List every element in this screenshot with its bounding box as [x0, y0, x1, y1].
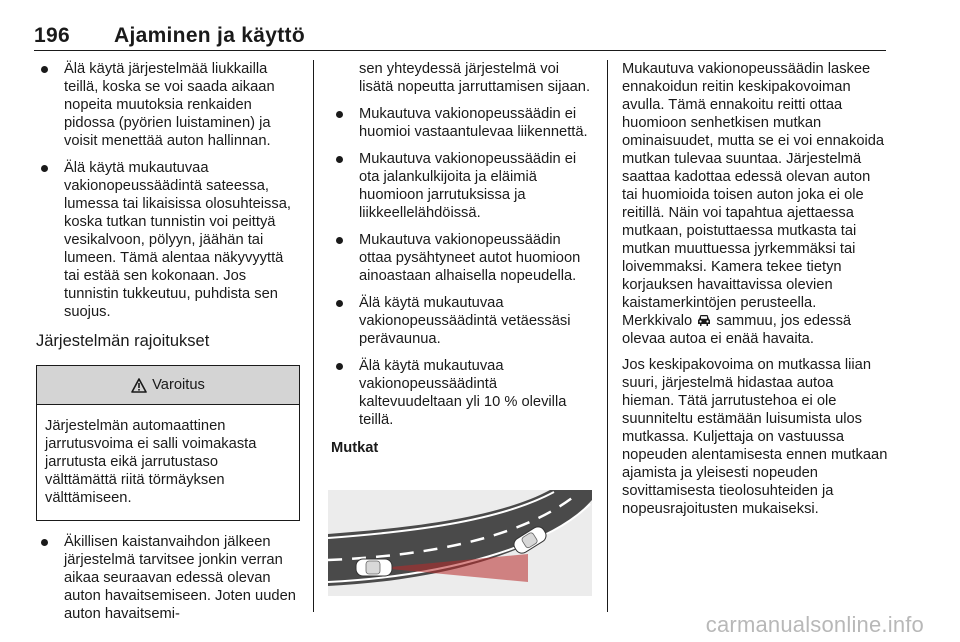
- paragraph: Mukautuva vakionopeussäädin laskee ennakoidun reitin keskipakovoiman avulla. Tämä ennakoitu reitti ottaa huomioon senhetkisen mutkan ominaisuudet, mutta se ei voi ennakoida mutkan tulevaa suuntaa. Järjestelmä saattaa kadottaa edessä olevan auton tai huomioida toisen auton joka ei ole reitillä. Näin voi tapahtua ajettaessa mutkaan, poistuttaessa mutkasta tai mutkan muuttuessa jyrkemmäksi tai loivemmaksi. Kamera tekee tietyn korjauksen havaittavissa olevien kaistamerkintöjen perusteella. Merkkivalo sammuu, jos edessä olevaa autoa ei enää havaita.: [622, 61, 885, 347]
- bullet-list: [36, 533, 300, 623]
- car-front-icon: [696, 313, 712, 327]
- section-heading: Järjestelmän rajoitukset: [36, 332, 210, 350]
- column-divider: [313, 60, 314, 612]
- chapter-title: Ajaminen ja käyttö: [114, 24, 305, 47]
- bullet-list: [331, 105, 597, 429]
- page-number: 196: [34, 24, 70, 47]
- list-item: Älä käytä järjestelmää liukkailla teillä, koska se voi saada aikaan nopeita muutoksia renkaiden pidossa (pyörien luistaminen) ja voisit menettää auton hallinnan.: [36, 60, 300, 150]
- bullet-icon: [336, 237, 343, 244]
- curve-illustration: [328, 490, 592, 596]
- watermark: carmanualsonline.info: [705, 612, 924, 637]
- list-item: Mukautuva vakionopeussäädin ei huomioi vastaantulevaa liikennettä.: [331, 105, 597, 141]
- road-curve-drawing: [328, 490, 592, 596]
- list-item: Mukautuva vakionopeussäädin ei ota jalankulkijoita ja eläimiä huomioon jarrutuksissa ja liikkeellelähdöissä.: [331, 150, 597, 222]
- warning-title: Varoitus: [152, 377, 205, 393]
- bullet-icon: [41, 165, 48, 172]
- subheading: Mutkat: [331, 440, 379, 456]
- bullet-icon: [336, 300, 343, 307]
- column-left: [36, 60, 300, 632]
- list-item: Älä käytä mukautuvaa vakionopeussäädintä kaltevuudeltaan yli 10 % olevilla teillä.: [331, 357, 597, 429]
- bullet-icon: [336, 156, 343, 163]
- page-header: [34, 24, 886, 51]
- column-middle: [331, 60, 597, 457]
- warning-text: Järjestelmän automaattinen jarrutusvoima ei salli voimakasta jarrutusta eikä jarrutustaso välttämättä riitä törmäyksen välttämiseen.: [45, 418, 257, 506]
- warning-triangle-icon: [131, 378, 147, 393]
- continued-text: sen yhteydessä järjestelmä voi lisätä nopeutta jarruttamisen sijaan.: [359, 61, 591, 95]
- bullet-icon: [41, 539, 48, 546]
- bullet-list: [36, 60, 300, 321]
- own-car: [356, 559, 392, 576]
- warning-box: [36, 365, 300, 521]
- column-right: [622, 60, 888, 526]
- bullet-icon: [336, 111, 343, 118]
- column-divider: [607, 60, 608, 612]
- list-item: Älä käytä mukautuvaa vakionopeussäädintä vetäessäsi perävaunua.: [331, 294, 597, 348]
- warning-header: [37, 366, 299, 405]
- paragraph: Jos keskipakovoima on mutkassa liian suuri, järjestelmä hidastaa autoa hieman. Tätä jarrutustehoa ei ole suunniteltu estämään luisumista ulos mutkassa. Kuljettaja on vastuussa nopeuden alentamisesta ennen mutkaan ajamista ja yleisesti nopeuden sovittamisesta tieolosuhteiden ja nopeusrajoitusten mukaiseksi.: [622, 357, 888, 517]
- list-item: Mukautuva vakionopeussäädin ottaa pysähtyneet autot huomioon ainoastaan alhaisella nopeudella.: [331, 231, 597, 285]
- list-item: Äkillisen kaistanvaihdon jälkeen järjestelmä tarvitsee jonkin verran aikaa seuraavan edessä olevan auton havaitsemiseen. Joten uuden auton havaitsemi-: [36, 533, 300, 623]
- bullet-icon: [41, 66, 48, 73]
- list-item: Älä käytä mukautuvaa vakionopeussäädintä sateessa, lumessa tai likaisissa olosuhteissa, koska tutkan tunnistin voi peittyä vesikalvoon, pölyyn, jäähän tai lumeen. Tämä alentaa näkyvyyttä tai estää sen kokonaan. Jos tunnistin tukkeutuu, puhdista sen suojus.: [36, 159, 300, 321]
- bullet-icon: [336, 363, 343, 370]
